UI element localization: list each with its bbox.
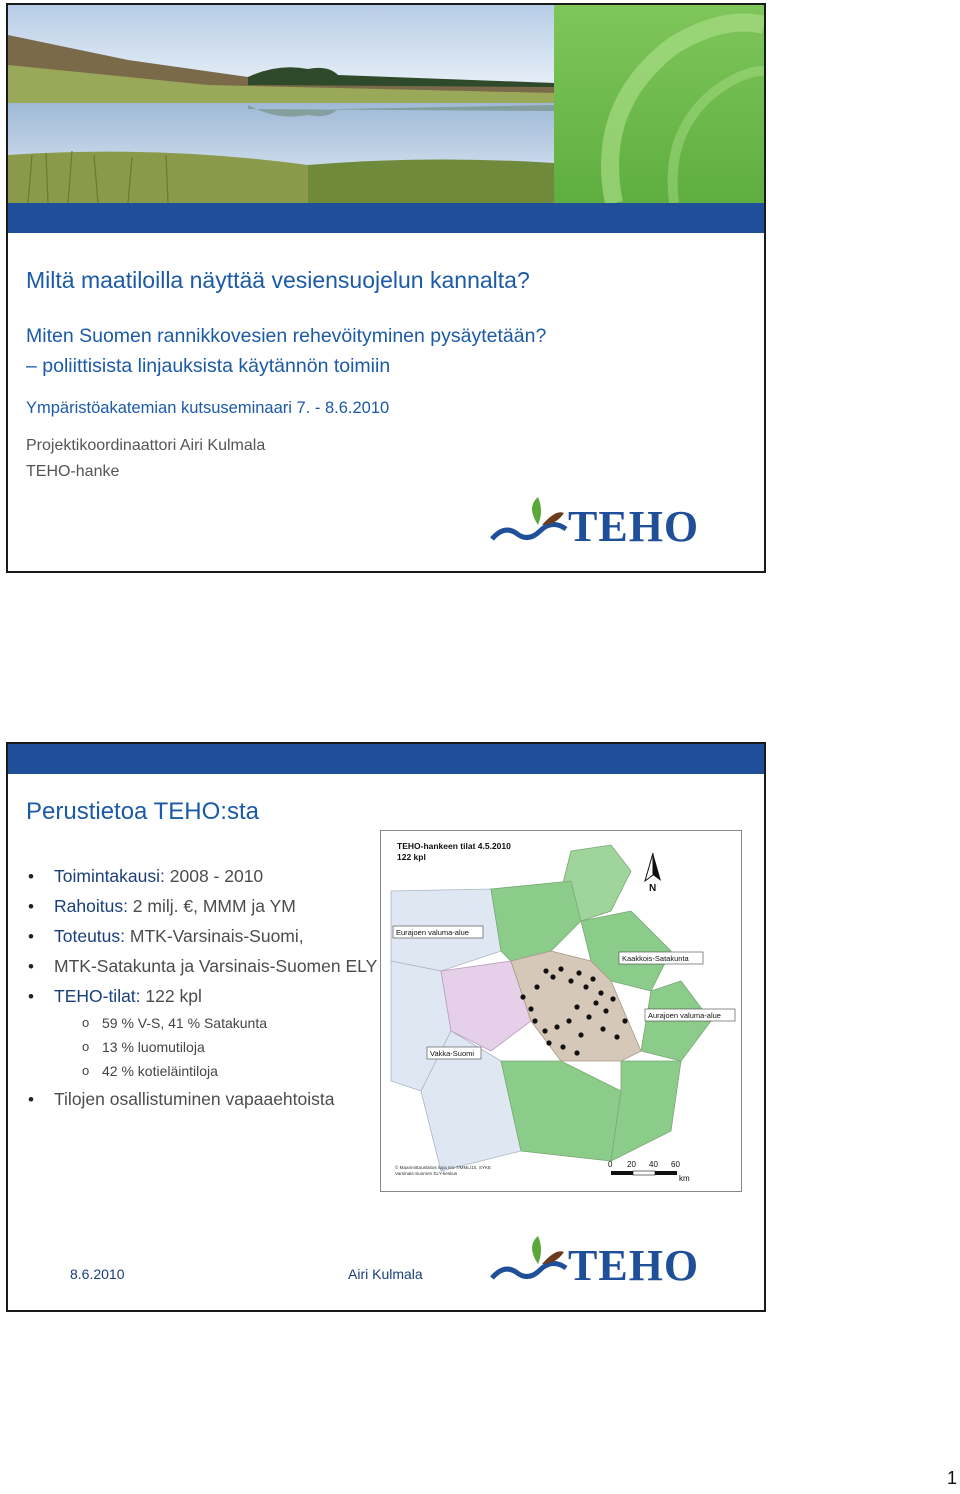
bullet-key: Toteutus: (54, 926, 126, 946)
label-vakka: Vakka-Suomi (430, 1049, 475, 1058)
bullet-value: Tilojen osallistuminen vapaaehtoista (54, 1089, 335, 1109)
teho-logo (490, 495, 750, 555)
map-credit-line2: Varsinais-Suomen ELY-keskus (395, 1171, 458, 1176)
scale-tick: 0 (608, 1160, 613, 1169)
label-kaakkois: Kaakkois-Satakunta (622, 954, 689, 963)
slide-title: Perustietoa TEHO:sta (26, 798, 259, 825)
label-aurajoki: Aurajoen valuma-alue (648, 1011, 721, 1020)
footer-date: 8.6.2010 (70, 1266, 125, 1282)
presenter-line: Projektikoordinaattori Airi Kulmala (26, 437, 266, 454)
bullet-key: Toimintakausi: (54, 866, 165, 886)
label-eurajoki: Eurajoen valuma-alue (396, 928, 469, 937)
bullet-value: MTK-Varsinais-Suomi, (125, 926, 304, 946)
bullet-key: Rahoitus: (54, 896, 128, 916)
blue-header-band (8, 744, 764, 774)
scale-tick: 20 (627, 1160, 636, 1169)
bullet-funding (28, 894, 378, 919)
bullet-value: 122 kpl (140, 986, 202, 1006)
map-title-line1: TEHO-hankeen tilat 4.5.2010 (397, 841, 511, 851)
bullet-value: MTK-Satakunta ja Varsinais-Suomen ELY (54, 956, 378, 976)
bullet-value: 2008 - 2010 (164, 866, 264, 886)
slide-subtitle-line1: Miten Suomen rannikkovesien rehevöityminen pysäytetään? (26, 325, 547, 347)
bullet-period (28, 864, 378, 889)
blue-band (8, 203, 764, 233)
scale-tick: 60 (671, 1160, 680, 1169)
map-credit-line1: © Maanmittauslaitos lupa nro 7/MML/10, SYKE (395, 1165, 492, 1170)
bullet-list (28, 864, 378, 1112)
green-decoration-panel (554, 5, 764, 203)
logo-text: TEHO (568, 1241, 700, 1290)
info-slide (6, 742, 766, 1312)
map-title-line2: 122 kpl (397, 852, 426, 862)
bullet-voluntary (28, 1087, 378, 1112)
title-slide (6, 3, 766, 573)
project-line: TEHO-hanke (26, 463, 120, 480)
footer-author: Airi Kulmala (348, 1266, 423, 1282)
event-line: Ympäristöakatemian kutsuseminaari 7. - 8.6.2010 (26, 399, 390, 417)
subbullet: o 13 % luomutiloja (28, 1035, 378, 1059)
slide-title: Miltä maatiloilla näyttää vesiensuojelun kannalta? (26, 267, 530, 293)
logo-text: TEHO (568, 502, 700, 551)
scale-tick: 40 (649, 1160, 658, 1169)
teho-logo (490, 1234, 750, 1294)
subbullet: o 42 % kotieläintiloja (28, 1059, 378, 1083)
farms-map (380, 830, 742, 1192)
bullet-implementation (28, 924, 378, 949)
bullet-farms (28, 984, 378, 1009)
bullet-value: 2 milj. €, MMM ja YM (127, 896, 296, 916)
bullet-implementation-cont (28, 954, 378, 979)
page-number: 1 (946, 1468, 957, 1488)
slide-subtitle-line2: – poliittisista linjauksista käytännön toimiin (26, 355, 391, 377)
bullet-key: TEHO-tilat: (54, 986, 141, 1006)
north-label: N (649, 883, 657, 894)
subbullet: o 59 % V-S, 41 % Satakunta (28, 1011, 378, 1035)
landscape-photo (8, 5, 554, 203)
scale-unit: km (679, 1174, 690, 1183)
